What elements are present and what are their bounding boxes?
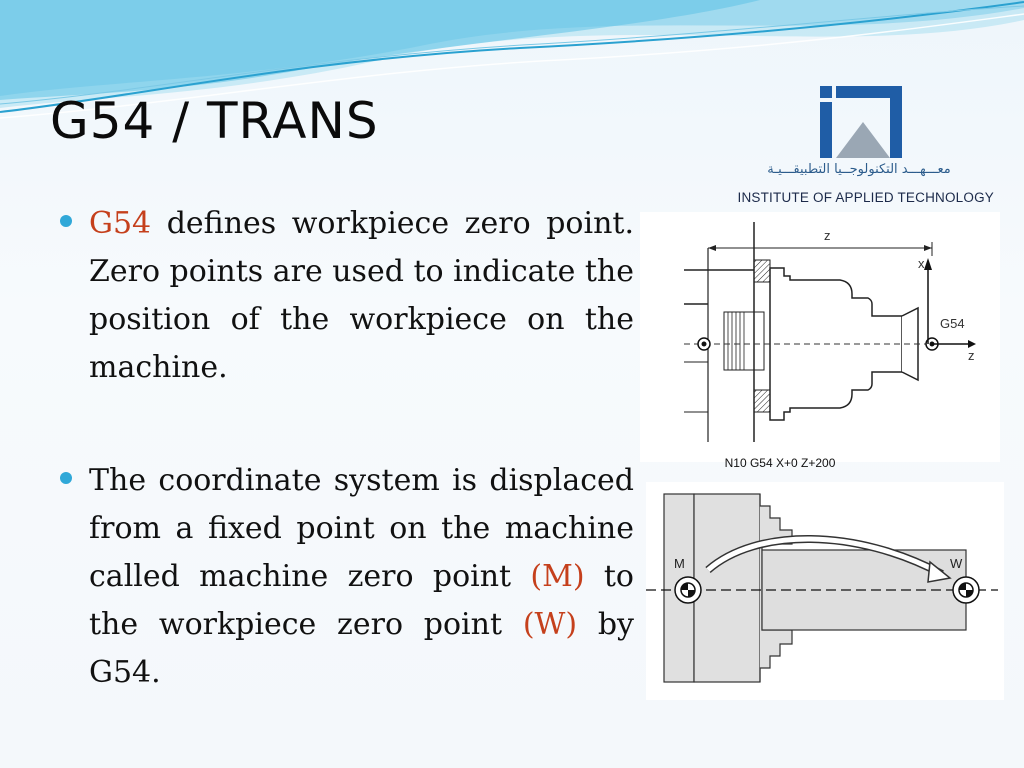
workpiece-zero-label: W [950, 556, 963, 571]
bullet-item [60, 200, 634, 392]
logo-english-name: INSTITUTE OF APPLIED TECHNOLOGY [737, 190, 994, 205]
workpiece-zero-highlight: (W) [522, 607, 578, 642]
figure-caption: N10 G54 X+0 Z+200 [724, 456, 836, 470]
slide-title: G54 / TRANS [50, 92, 379, 150]
logo-arabic-name: معـــهـــد التكنولوجــيا التطبيقـــيـة [767, 162, 951, 177]
g54-offset-label: G54 [940, 316, 965, 331]
bullet-dot-icon [60, 215, 72, 227]
bullet-text: defines workpiece zero point. Zero points are used to indicate the position of the workpiece on the machine. [89, 206, 634, 385]
dimension-z-label: z [824, 228, 831, 243]
g54-lathe-diagram [640, 212, 1000, 462]
bullet-item [60, 457, 634, 697]
machine-zero-label: M [674, 556, 685, 571]
bullet-dot-icon [60, 472, 72, 484]
bullet-list [60, 200, 634, 697]
bullet-text: The coordinate system is displaced from a fixed point on the machine called machine zero point [89, 463, 634, 594]
z-axis-label: z [968, 348, 975, 363]
x-axis-label: x [918, 256, 925, 271]
machine-zero-highlight: (M) [530, 559, 585, 594]
g54-highlight: G54 [89, 206, 152, 241]
bullet-text: to the workpiece zero point [89, 559, 634, 642]
zero-point-shift-diagram [646, 482, 1004, 700]
bullet-text: by G54. [89, 607, 634, 690]
